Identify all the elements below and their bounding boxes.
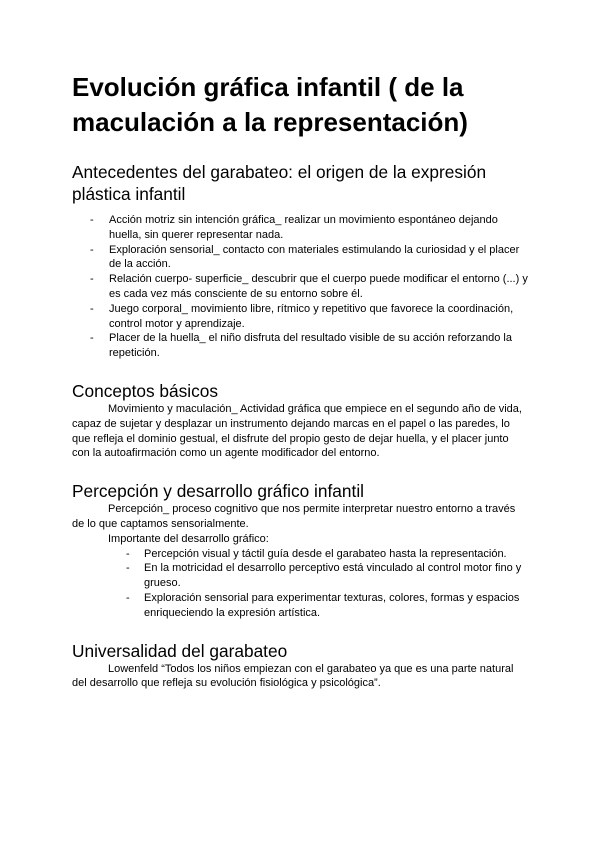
section-heading: Antecedentes del garabateo: el origen de la expresión plástica infantil	[72, 162, 487, 204]
section-heading: Percepción y desarrollo gráfico infantil	[72, 481, 365, 502]
list-item	[90, 243, 528, 273]
section-conceptos	[72, 380, 528, 461]
document-title: Evolución gráfica infantil ( de la maculación a la representación)	[72, 72, 468, 137]
bullet-dash: -	[90, 302, 94, 315]
bullet-dash: -	[90, 273, 94, 286]
section-heading: Conceptos básicos	[72, 380, 219, 401]
list-item-text: En la motricidad el desarrollo perceptivo está vinculado al control motor fino y grueso.	[144, 562, 522, 590]
list-item-text: Exploración sensorial_ contacto con materiales estimulando la curiosidad y el placer de la acción.	[109, 243, 520, 271]
section-percepcion	[72, 480, 528, 620]
bullet-dash: -	[126, 547, 130, 560]
list-item-text: Relación cuerpo- superficie_ descubrir que el cuerpo puede modificar el entorno (...) y es cada vez más consciente de su entorno sobre él.	[109, 273, 528, 300]
section-antecedentes	[72, 161, 528, 361]
section-heading: Universalidad del garabateo	[72, 640, 288, 661]
section-subheading: Importante del desarrollo gráfico:	[108, 532, 269, 545]
section-universalidad	[72, 640, 528, 692]
bullet-dash: -	[90, 332, 94, 345]
bullet-list	[72, 213, 528, 361]
list-item-text: Exploración sensorial para experimentar texturas, colores, formas y espacios enriqueciendo la expresión artística.	[144, 591, 520, 619]
bullet-dash: -	[90, 214, 94, 226]
list-item	[126, 547, 528, 562]
list-item-text: Placer de la huella_ el niño disfruta del resultado visible de su acción reforzando la repetición.	[109, 332, 512, 360]
bullet-dash: -	[126, 591, 130, 604]
section-paragraph: Lowenfeld “Todos los niños empiezan con el garabateo ya que es una parte natural del desarrollo que refleja su evolución fisiológica y psicológica”.	[72, 662, 514, 690]
list-item-text: Percepción visual y táctil guía desde el garabateo hasta la representación.	[144, 547, 507, 560]
list-item	[90, 272, 528, 302]
bullet-dash: -	[126, 562, 130, 575]
section-paragraph: Movimiento y maculación_ Actividad gráfica que empiece en el segundo año de vida, capaz de sujetar y desplazar un instrumento dejando marcas en el papel o las paredes, lo que refleja el dominio gestual, el disfrute del propio gesto de dejar huella, y el placer junto con la autoafirmación como un agente modificador del entorno.	[72, 402, 522, 460]
bullet-dash: -	[90, 243, 94, 256]
list-item	[126, 561, 528, 591]
list-item	[90, 331, 528, 361]
section-paragraph: Percepción_ proceso cognitivo que nos permite interpretar nuestro entorno a través de lo que captamos sensorialmente.	[72, 503, 516, 530]
list-item	[90, 213, 528, 243]
list-item-text: Acción motriz sin intención gráfica_ realizar un movimiento espontáneo dejando huella, sin querer representar nada.	[109, 214, 498, 241]
bullet-list	[72, 547, 528, 621]
list-item-text: Juego corporal_ movimiento libre, rítmico y repetitivo que favorece la coordinación, control motor y aprendizaje.	[109, 302, 514, 330]
document-content	[72, 70, 528, 691]
list-item	[126, 591, 528, 621]
list-item	[90, 302, 528, 332]
